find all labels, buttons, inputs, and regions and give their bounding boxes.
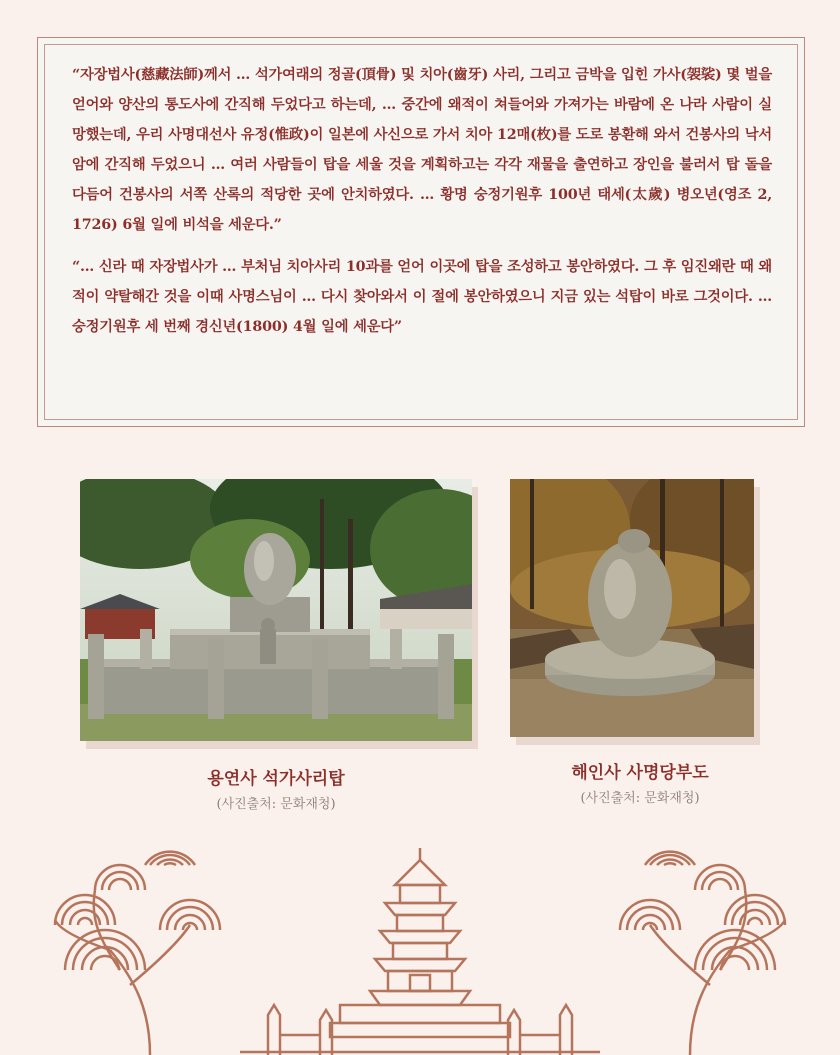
photo-haeinsa (510, 479, 754, 737)
buddha-stupa-image (510, 479, 754, 737)
quote-paragraph-1: “자장법사(慈藏法師)께서 … 석가여래의 정골(頂骨) 및 치아(齒牙) 사리, 그리고 금박을 입힌 가사(袈裟) 몇 벌을 얻어와 양산의 통도사에 간직해 두었다고 하는데, … 중간에 왜적이 쳐들어와 가져가는 바람에 온 나라 사람이 실망했는데, 우리 사명대선사 유정(惟政)이 일본에 사신으로 가서 치아 12매(枚)를 도로 봉환해 와서 건봉사의 낙서암에 간직해 두었으니 … 여러 사람들이 탑을 세울 것을 계획하고는 각각 재물을 출연하고 장인을 불러서 탑 돌을 다듬어 건봉사의 서쪽 산록의 적당한 곳에 안치하였다. … 황명 숭정기원후 100년 태세(太歲) 병오년(영조 2, 1726) 6월 일에 비석을 세운다.” (72, 67, 772, 233)
photo-yongyeonsa (80, 479, 472, 741)
photo-1-source: (사진출처: 문화재청) (216, 797, 336, 812)
pagoda-icon (240, 848, 600, 1055)
quote-paragraph-2: “… 신라 때 자장법사가 … 부처님 치아사리 10과를 얻어 이곳에 탑을 조성하고 봉안하였다. 그 후 임진왜란 때 왜적이 약탈해간 것을 이때 사명스님이 … 다시 찾아와서 이 절에 봉안하였으니 지금 있는 석탑이 바로 그것이다. … 숭정기원후 세 번째 경신년(1800) 4월 일에 세운다” (72, 259, 772, 335)
left-pine-icon (55, 852, 220, 1055)
photo-2-source: (사진출처: 문화재청) (580, 791, 700, 806)
photo-2-title: 해인사 사명당부도 (571, 763, 709, 783)
right-pine-icon (620, 852, 785, 1055)
photo-1-title: 용연사 석가사리탑 (207, 769, 345, 789)
quote-text (72, 60, 772, 354)
stone-stupa-image (80, 479, 472, 741)
quote-box (38, 38, 804, 426)
pagoda-pine-ornament (0, 830, 840, 1055)
